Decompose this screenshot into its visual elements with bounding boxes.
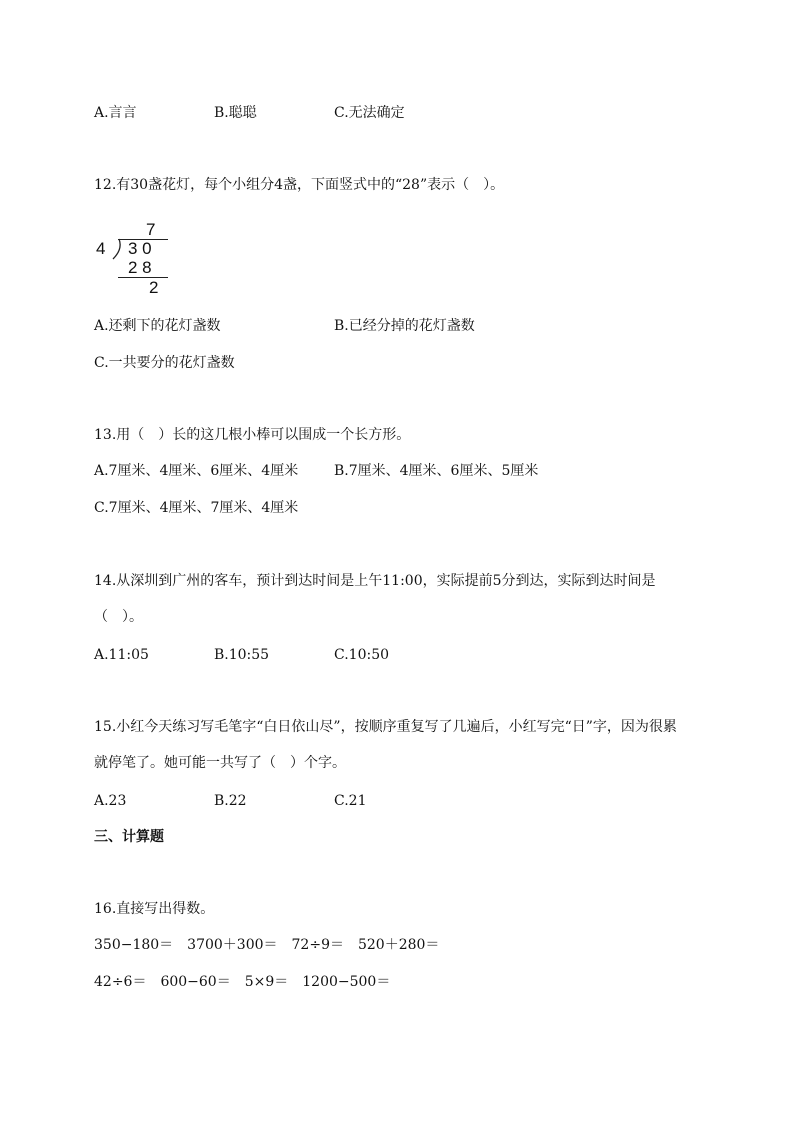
q14-option-a: A.11:05 [94,647,149,663]
division-remainder: 2 [149,278,159,297]
q15-option-b: B.22 [214,793,247,809]
division-bracket [110,238,122,260]
q13-option-a: A.7厘米、4厘米、6厘米、4厘米 [94,463,299,479]
q14-option-b: B.10:55 [214,647,270,663]
q13-stem: 13.用（ ）长的这几根小棒可以围成一个长方形。 [94,427,411,443]
section-3-heading: 三、计算题 [94,829,164,845]
q14-option-c: C.10:50 [334,647,390,663]
q12-option-b: B.已经分掉的花灯盏数 [334,318,475,334]
q13-option-c: C.7厘米、4厘米、7厘米、4厘米 [94,500,299,516]
q12-option-c: C.一共要分的花灯盏数 [94,355,235,371]
q16-row1: 350−180＝ 3700＋300＝ 72÷9＝ 520＋280＝ [94,937,440,953]
division-product: 2 8 [128,258,152,277]
division-quotient: 7 [146,220,156,239]
q14-stem-line1: 14.从深圳到广州的客车，预计到达时间是上午11:00，实际提前5分到达，实际到达时间是 [94,573,656,589]
q15-stem-line1: 15.小红今天练习写毛笔字“白日依山尽”，按顺序重复写了几遍后，小红写完“日”字，因为很累 [94,719,677,735]
q12-option-a: A.还剩下的花灯盏数 [94,318,221,334]
q14-stem-line2: （ ）。 [94,609,143,625]
q16-stem: 16.直接写出得数。 [94,901,215,917]
q11-option-a: A.言言 [94,105,137,121]
q11-option-c: C.无法确定 [334,105,405,121]
long-division [90,218,190,298]
division-dividend: 3 0 [128,239,152,258]
q11-option-b: B.聪聪 [214,105,257,121]
division-divisor: 4 [96,239,106,258]
q15-stem-line2: 就停笔了。她可能一共写了（ ）个字。 [94,755,346,771]
q16-row2: 42÷6＝ 600−60＝ 5×9＝ 1200−500＝ [94,974,391,990]
q15-option-c: C.21 [334,793,367,809]
division-subtract-line [118,277,168,278]
q12-stem: 12.有30盏花灯，每个小组分4盏，下面竖式中的“28”表示（ ）。 [94,177,505,193]
q13-option-b: B.7厘米、4厘米、6厘米、5厘米 [334,463,539,479]
q15-option-a: A.23 [94,793,127,809]
